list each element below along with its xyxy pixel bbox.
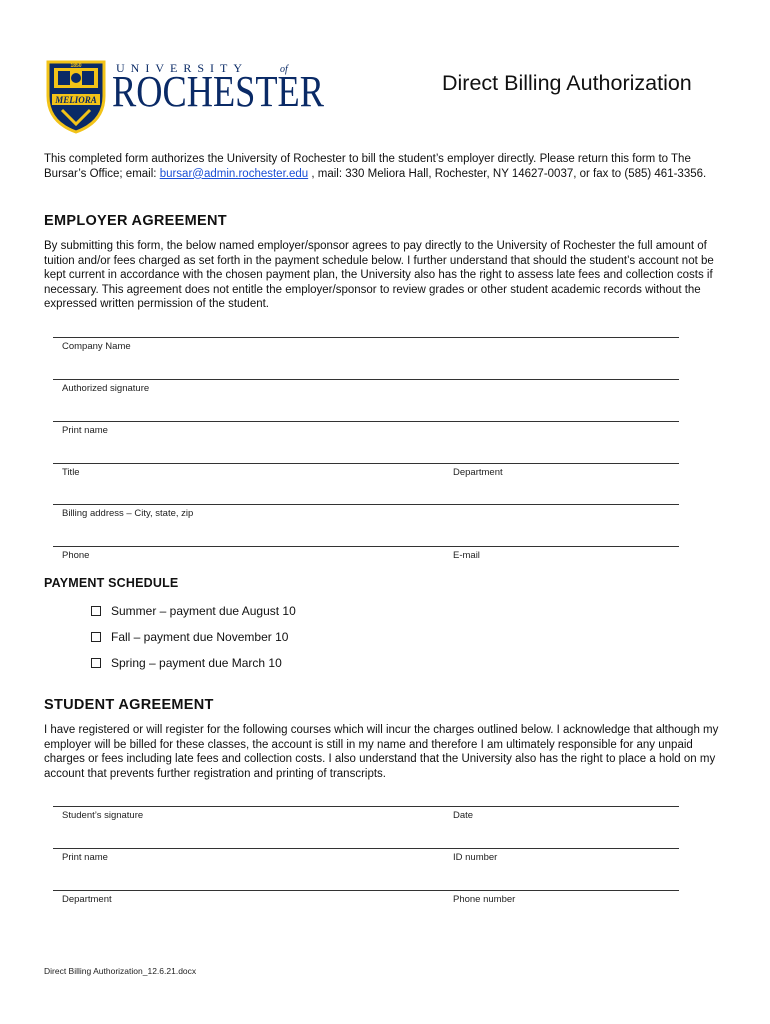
date-label: Date xyxy=(453,810,474,821)
authorized-signature-line[interactable] xyxy=(53,379,679,380)
payment-option-label: Spring – payment due March 10 xyxy=(111,656,282,670)
payment-option-spring[interactable] xyxy=(91,656,282,670)
employer-agreement-heading: EMPLOYER AGREEMENT xyxy=(44,213,227,229)
checkbox-icon[interactable] xyxy=(91,606,101,616)
phone-email-line[interactable] xyxy=(53,546,679,547)
payment-option-label: Fall – payment due November 10 xyxy=(111,630,289,644)
phone-number-label: Phone number xyxy=(453,894,516,905)
student-signature-label: Student’s signature xyxy=(62,810,144,821)
document-title: Direct Billing Authorization xyxy=(442,71,692,95)
payment-option-fall[interactable] xyxy=(91,630,288,644)
payment-option-label: Summer – payment due August 10 xyxy=(111,604,296,618)
checkbox-icon[interactable] xyxy=(91,632,101,642)
svg-text:ROCHESTER: ROCHESTER xyxy=(112,67,325,116)
svg-text:of: of xyxy=(280,64,288,75)
employer-print-name-label: Print name xyxy=(62,425,108,436)
university-seal-icon xyxy=(48,62,104,132)
student-print-name-id-line[interactable] xyxy=(53,848,679,849)
title-label: Title xyxy=(62,467,80,478)
department-label: Department xyxy=(453,467,503,478)
intro-text-before: This completed form authorizes the University of Rochester to bill the student’s employer directly. Please return this form to The Bursar’s Office; email: xyxy=(44,153,691,180)
id-number-label: ID number xyxy=(453,852,498,863)
company-name-label: Company Name xyxy=(62,341,131,352)
student-print-name-label: Print name xyxy=(62,852,108,863)
billing-address-line[interactable] xyxy=(53,504,679,505)
student-signature-date-line[interactable] xyxy=(53,806,679,807)
company-name-line[interactable] xyxy=(53,337,679,338)
payment-schedule-heading: PAYMENT SCHEDULE xyxy=(44,576,179,590)
bursar-email-link[interactable]: bursar@admin.rochester.edu xyxy=(159,167,309,180)
employer-agreement-text: By submitting this form, the below named employer/sponsor agrees to pay directly to the University of Rochester the full amount of tuition and/or fees charged as set forth in the payment schedule below. I further understand that should the student’s account not be kept current in accordance with the chosen payment plan, the University also has the right to assess late fees and collection costs if necessary. This agreement does not entitle the employer/sponsor to review grades or other student academic records without the expressed written permission of the student. xyxy=(44,240,714,310)
intro-text-after: , mail: 330 Meliora Hall, Rochester, NY 14627-0037, or fax to (585) 461-3356. xyxy=(308,167,707,180)
phone-label: Phone xyxy=(62,550,90,561)
title-department-line[interactable] xyxy=(53,463,679,464)
footer-filename: Direct Billing Authorization_12.6.21.docx xyxy=(44,966,197,976)
employer-print-name-line[interactable] xyxy=(53,421,679,422)
svg-text:1850: 1850 xyxy=(70,63,82,69)
svg-text:MELIORA: MELIORA xyxy=(55,95,97,105)
student-department-phone-line[interactable] xyxy=(53,890,679,891)
intro-paragraph xyxy=(44,152,724,181)
student-agreement-text: I have registered or will register for the following courses which will incur the charges outlined below. I acknowledge that although my employer will be billed for these classes, the account is still in my name and therefore I am ultimately responsible for any unpaid charges or fees including late fees and collection costs. I also understand that the University also has the right to place a hold on my account that prevents further registration and printing of transcripts. xyxy=(44,724,719,780)
billing-address-label: Billing address – City, state, zip xyxy=(62,508,194,519)
student-agreement-heading: STUDENT AGREEMENT xyxy=(44,697,214,713)
university-of-rochester-logo xyxy=(44,56,329,134)
student-department-label: Department xyxy=(62,894,112,905)
email-label: E-mail xyxy=(453,550,480,561)
checkbox-icon[interactable] xyxy=(91,658,101,668)
authorized-signature-label: Authorized signature xyxy=(62,383,150,394)
svg-text:UNIVERSITY: UNIVERSITY xyxy=(116,61,248,75)
payment-option-summer[interactable] xyxy=(91,604,296,618)
